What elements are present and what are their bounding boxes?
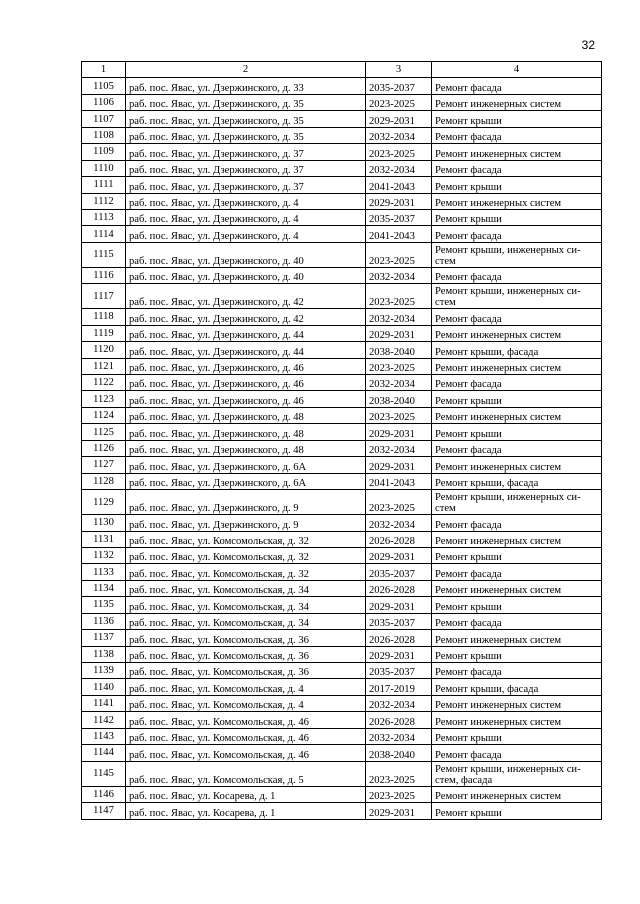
period-cell: 2023-2025 xyxy=(366,144,432,160)
address-cell: раб. пос. Явас, ул. Комсомольская, д. 36 xyxy=(126,630,366,646)
work-type-cell: Ремонт фасада xyxy=(432,663,602,679)
table-row xyxy=(82,712,602,728)
address-cell: раб. пос. Явас, ул. Косарева, д. 1 xyxy=(126,803,366,819)
table-row xyxy=(82,564,602,580)
table-row xyxy=(82,663,602,679)
work-type-cell: Ремонт фасада xyxy=(432,127,602,143)
work-type-cell: Ремонт инженерных систем xyxy=(432,407,602,423)
period-cell: 2029-2031 xyxy=(366,193,432,209)
period-cell: 2029-2031 xyxy=(366,457,432,473)
table-row xyxy=(82,786,602,802)
address-cell: раб. пос. Явас, ул. Дзержинского, д. 35 xyxy=(126,94,366,110)
work-type-cell: Ремонт крыши, фасада xyxy=(432,342,602,358)
table-row xyxy=(82,613,602,629)
work-type-cell: Ремонт фасада xyxy=(432,375,602,391)
address-cell: раб. пос. Явас, ул. Дзержинского, д. 6А xyxy=(126,473,366,489)
table-row xyxy=(82,78,602,94)
table-row xyxy=(82,242,602,267)
table-row xyxy=(82,177,602,193)
period-cell: 2023-2025 xyxy=(366,94,432,110)
period-cell: 2017-2019 xyxy=(366,679,432,695)
row-number-cell: 1144 xyxy=(82,745,126,761)
work-type-cell: Ремонт крыши xyxy=(432,728,602,744)
period-cell: 2032-2034 xyxy=(366,127,432,143)
table-row xyxy=(82,127,602,143)
table-row xyxy=(82,111,602,127)
address-cell: раб. пос. Явас, ул. Комсомольская, д. 36 xyxy=(126,646,366,662)
header-col-4: 4 xyxy=(432,62,602,78)
address-cell: раб. пос. Явас, ул. Дзержинского, д. 40 xyxy=(126,242,366,267)
address-cell: раб. пос. Явас, ул. Дзержинского, д. 46 xyxy=(126,358,366,374)
period-cell: 2029-2031 xyxy=(366,424,432,440)
table-row xyxy=(82,267,602,283)
address-cell: раб. пос. Явас, ул. Комсомольская, д. 4 xyxy=(126,679,366,695)
row-number-cell: 1121 xyxy=(82,358,126,374)
table-row xyxy=(82,803,602,819)
address-cell: раб. пос. Явас, ул. Дзержинского, д. 42 xyxy=(126,284,366,309)
work-type-cell: Ремонт фасада xyxy=(432,745,602,761)
period-cell: 2038-2040 xyxy=(366,745,432,761)
address-cell: раб. пос. Явас, ул. Дзержинского, д. 48 xyxy=(126,407,366,423)
row-number-cell: 1126 xyxy=(82,440,126,456)
address-cell: раб. пос. Явас, ул. Комсомольская, д. 4 xyxy=(126,695,366,711)
period-cell: 2032-2034 xyxy=(366,267,432,283)
address-cell: раб. пос. Явас, ул. Комсомольская, д. 32 xyxy=(126,547,366,563)
address-cell: раб. пос. Явас, ул. Дзержинского, д. 9 xyxy=(126,515,366,531)
period-cell: 2029-2031 xyxy=(366,325,432,341)
period-cell: 2023-2025 xyxy=(366,407,432,423)
row-number-cell: 1118 xyxy=(82,309,126,325)
address-cell: раб. пос. Явас, ул. Комсомольская, д. 34 xyxy=(126,597,366,613)
period-cell: 2035-2037 xyxy=(366,613,432,629)
address-cell: раб. пос. Явас, ул. Дзержинского, д. 4 xyxy=(126,226,366,242)
table-row xyxy=(82,531,602,547)
period-cell: 2029-2031 xyxy=(366,111,432,127)
table-row xyxy=(82,630,602,646)
row-number-cell: 1141 xyxy=(82,695,126,711)
period-cell: 2032-2034 xyxy=(366,695,432,711)
table-row xyxy=(82,473,602,489)
work-type-cell: Ремонт крыши, фасада xyxy=(432,473,602,489)
table-row xyxy=(82,646,602,662)
row-number-cell: 1132 xyxy=(82,547,126,563)
row-number-cell: 1138 xyxy=(82,646,126,662)
table-row xyxy=(82,309,602,325)
header-col-1: 1 xyxy=(82,62,126,78)
table-row xyxy=(82,761,602,786)
row-number-cell: 1105 xyxy=(82,78,126,94)
row-number-cell: 1127 xyxy=(82,457,126,473)
address-cell: раб. пос. Явас, ул. Комсомольская, д. 36 xyxy=(126,663,366,679)
table-row xyxy=(82,209,602,225)
table-row xyxy=(82,94,602,110)
work-type-cell: Ремонт инженерных систем xyxy=(432,94,602,110)
table-row xyxy=(82,193,602,209)
period-cell: 2023-2025 xyxy=(366,490,432,515)
work-type-cell: Ремонт крыши xyxy=(432,424,602,440)
work-type-cell: Ремонт фасада xyxy=(432,160,602,176)
table-row xyxy=(82,695,602,711)
period-cell: 2035-2037 xyxy=(366,663,432,679)
period-cell: 2023-2025 xyxy=(366,786,432,802)
row-number-cell: 1133 xyxy=(82,564,126,580)
address-cell: раб. пос. Явас, ул. Комсомольская, д. 32 xyxy=(126,564,366,580)
address-cell: раб. пос. Явас, ул. Дзержинского, д. 33 xyxy=(126,78,366,94)
row-number-cell: 1137 xyxy=(82,630,126,646)
table-row xyxy=(82,679,602,695)
work-type-cell: Ремонт крыши xyxy=(432,597,602,613)
address-cell: раб. пос. Явас, ул. Дзержинского, д. 48 xyxy=(126,440,366,456)
address-cell: раб. пос. Явас, ул. Комсомольская, д. 34 xyxy=(126,580,366,596)
row-number-cell: 1119 xyxy=(82,325,126,341)
period-cell: 2029-2031 xyxy=(366,547,432,563)
address-cell: раб. пос. Явас, ул. Дзержинского, д. 42 xyxy=(126,309,366,325)
table-row xyxy=(82,745,602,761)
period-cell: 2023-2025 xyxy=(366,358,432,374)
work-type-cell: Ремонт крыши xyxy=(432,646,602,662)
row-number-cell: 1125 xyxy=(82,424,126,440)
address-cell: раб. пос. Явас, ул. Дзержинского, д. 37 xyxy=(126,160,366,176)
work-type-cell: Ремонт крыши xyxy=(432,111,602,127)
row-number-cell: 1145 xyxy=(82,761,126,786)
period-cell: 2035-2037 xyxy=(366,209,432,225)
address-cell: раб. пос. Явас, ул. Дзержинского, д. 9 xyxy=(126,490,366,515)
period-cell: 2026-2028 xyxy=(366,712,432,728)
work-type-cell: Ремонт инженерных систем xyxy=(432,695,602,711)
row-number-cell: 1135 xyxy=(82,597,126,613)
period-cell: 2032-2034 xyxy=(366,309,432,325)
period-cell: 2026-2028 xyxy=(366,630,432,646)
period-cell: 2032-2034 xyxy=(366,515,432,531)
row-number-cell: 1111 xyxy=(82,177,126,193)
address-cell: раб. пос. Явас, ул. Дзержинского, д. 46 xyxy=(126,391,366,407)
work-type-cell: Ремонт фасада xyxy=(432,309,602,325)
period-cell: 2023-2025 xyxy=(366,284,432,309)
row-number-cell: 1117 xyxy=(82,284,126,309)
address-cell: раб. пос. Явас, ул. Комсомольская, д. 5 xyxy=(126,761,366,786)
work-type-cell: Ремонт крыши xyxy=(432,177,602,193)
period-cell: 2032-2034 xyxy=(366,160,432,176)
row-number-cell: 1123 xyxy=(82,391,126,407)
address-cell: раб. пос. Явас, ул. Дзержинского, д. 35 xyxy=(126,127,366,143)
work-type-cell: Ремонт крыши xyxy=(432,391,602,407)
row-number-cell: 1115 xyxy=(82,242,126,267)
work-type-cell: Ремонт инженерных систем xyxy=(432,325,602,341)
row-number-cell: 1139 xyxy=(82,663,126,679)
period-cell: 2026-2028 xyxy=(366,531,432,547)
address-cell: раб. пос. Явас, ул. Дзержинского, д. 4 xyxy=(126,209,366,225)
repair-schedule-table xyxy=(81,61,602,820)
period-cell: 2035-2037 xyxy=(366,78,432,94)
period-cell: 2029-2031 xyxy=(366,646,432,662)
period-cell: 2026-2028 xyxy=(366,580,432,596)
address-cell: раб. пос. Явас, ул. Дзержинского, д. 48 xyxy=(126,424,366,440)
work-type-cell: Ремонт крыши, инженерных си-стем xyxy=(432,242,602,267)
period-cell: 2029-2031 xyxy=(366,597,432,613)
address-cell: раб. пос. Явас, ул. Дзержинского, д. 46 xyxy=(126,375,366,391)
table-row xyxy=(82,375,602,391)
address-cell: раб. пос. Явас, ул. Комсомольская, д. 46 xyxy=(126,712,366,728)
work-type-cell: Ремонт крыши xyxy=(432,803,602,819)
row-number-cell: 1107 xyxy=(82,111,126,127)
table-row xyxy=(82,342,602,358)
row-number-cell: 1116 xyxy=(82,267,126,283)
row-number-cell: 1142 xyxy=(82,712,126,728)
row-number-cell: 1113 xyxy=(82,209,126,225)
period-cell: 2032-2034 xyxy=(366,375,432,391)
table-header-row xyxy=(82,62,602,78)
address-cell: раб. пос. Явас, ул. Дзержинского, д. 40 xyxy=(126,267,366,283)
table-row xyxy=(82,457,602,473)
row-number-cell: 1120 xyxy=(82,342,126,358)
period-cell: 2041-2043 xyxy=(366,226,432,242)
table-row xyxy=(82,547,602,563)
work-type-cell: Ремонт инженерных систем xyxy=(432,144,602,160)
address-cell: раб. пос. Явас, ул. Дзержинского, д. 4 xyxy=(126,193,366,209)
period-cell: 2038-2040 xyxy=(366,391,432,407)
row-number-cell: 1140 xyxy=(82,679,126,695)
table-row xyxy=(82,515,602,531)
address-cell: раб. пос. Явас, ул. Дзержинского, д. 35 xyxy=(126,111,366,127)
work-type-cell: Ремонт фасада xyxy=(432,564,602,580)
work-type-cell: Ремонт инженерных систем xyxy=(432,786,602,802)
work-type-cell: Ремонт фасада xyxy=(432,226,602,242)
table-row xyxy=(82,226,602,242)
table-row xyxy=(82,424,602,440)
row-number-cell: 1134 xyxy=(82,580,126,596)
work-type-cell: Ремонт фасада xyxy=(432,613,602,629)
row-number-cell: 1122 xyxy=(82,375,126,391)
work-type-cell: Ремонт инженерных систем xyxy=(432,712,602,728)
table-row xyxy=(82,358,602,374)
period-cell: 2023-2025 xyxy=(366,242,432,267)
row-number-cell: 1114 xyxy=(82,226,126,242)
address-cell: раб. пос. Явас, ул. Дзержинского, д. 37 xyxy=(126,144,366,160)
work-type-cell: Ремонт инженерных систем xyxy=(432,457,602,473)
address-cell: раб. пос. Явас, ул. Дзержинского, д. 44 xyxy=(126,325,366,341)
period-cell: 2035-2037 xyxy=(366,564,432,580)
table-row xyxy=(82,728,602,744)
work-type-cell: Ремонт крыши xyxy=(432,209,602,225)
table-row xyxy=(82,440,602,456)
row-number-cell: 1131 xyxy=(82,531,126,547)
address-cell: раб. пос. Явас, ул. Комсомольская, д. 46 xyxy=(126,728,366,744)
table-row xyxy=(82,144,602,160)
row-number-cell: 1110 xyxy=(82,160,126,176)
period-cell: 2032-2034 xyxy=(366,440,432,456)
address-cell: раб. пос. Явас, ул. Косарева, д. 1 xyxy=(126,786,366,802)
period-cell: 2041-2043 xyxy=(366,473,432,489)
work-type-cell: Ремонт крыши, инженерных си-стем xyxy=(432,490,602,515)
work-type-cell: Ремонт фасада xyxy=(432,267,602,283)
row-number-cell: 1108 xyxy=(82,127,126,143)
table-row xyxy=(82,284,602,309)
page-number: 32 xyxy=(581,38,595,52)
work-type-cell: Ремонт крыши xyxy=(432,547,602,563)
address-cell: раб. пос. Явас, ул. Комсомольская, д. 46 xyxy=(126,745,366,761)
address-cell: раб. пос. Явас, ул. Дзержинского, д. 6А xyxy=(126,457,366,473)
table-row xyxy=(82,391,602,407)
row-number-cell: 1124 xyxy=(82,407,126,423)
address-cell: раб. пос. Явас, ул. Дзержинского, д. 44 xyxy=(126,342,366,358)
header-col-2: 2 xyxy=(126,62,366,78)
row-number-cell: 1146 xyxy=(82,786,126,802)
period-cell: 2029-2031 xyxy=(366,803,432,819)
table-row xyxy=(82,325,602,341)
row-number-cell: 1147 xyxy=(82,803,126,819)
row-number-cell: 1129 xyxy=(82,490,126,515)
address-cell: раб. пос. Явас, ул. Комсомольская, д. 32 xyxy=(126,531,366,547)
work-type-cell: Ремонт инженерных систем xyxy=(432,630,602,646)
address-cell: раб. пос. Явас, ул. Комсомольская, д. 34 xyxy=(126,613,366,629)
table-row xyxy=(82,490,602,515)
row-number-cell: 1106 xyxy=(82,94,126,110)
address-cell: раб. пос. Явас, ул. Дзержинского, д. 37 xyxy=(126,177,366,193)
row-number-cell: 1109 xyxy=(82,144,126,160)
table-row xyxy=(82,407,602,423)
work-type-cell: Ремонт крыши, фасада xyxy=(432,679,602,695)
work-type-cell: Ремонт инженерных систем xyxy=(432,193,602,209)
row-number-cell: 1130 xyxy=(82,515,126,531)
work-type-cell: Ремонт фасада xyxy=(432,515,602,531)
work-type-cell: Ремонт крыши, инженерных си-стем xyxy=(432,284,602,309)
work-type-cell: Ремонт фасада xyxy=(432,78,602,94)
period-cell: 2038-2040 xyxy=(366,342,432,358)
period-cell: 2041-2043 xyxy=(366,177,432,193)
work-type-cell: Ремонт инженерных систем xyxy=(432,580,602,596)
work-type-cell: Ремонт крыши, инженерных си-стем, фасада xyxy=(432,761,602,786)
work-type-cell: Ремонт фасада xyxy=(432,440,602,456)
row-number-cell: 1128 xyxy=(82,473,126,489)
row-number-cell: 1136 xyxy=(82,613,126,629)
table-row xyxy=(82,597,602,613)
work-type-cell: Ремонт инженерных систем xyxy=(432,358,602,374)
row-number-cell: 1112 xyxy=(82,193,126,209)
period-cell: 2023-2025 xyxy=(366,761,432,786)
period-cell: 2032-2034 xyxy=(366,728,432,744)
header-col-3: 3 xyxy=(366,62,432,78)
work-type-cell: Ремонт инженерных систем xyxy=(432,531,602,547)
table-row xyxy=(82,160,602,176)
table-row xyxy=(82,580,602,596)
row-number-cell: 1143 xyxy=(82,728,126,744)
